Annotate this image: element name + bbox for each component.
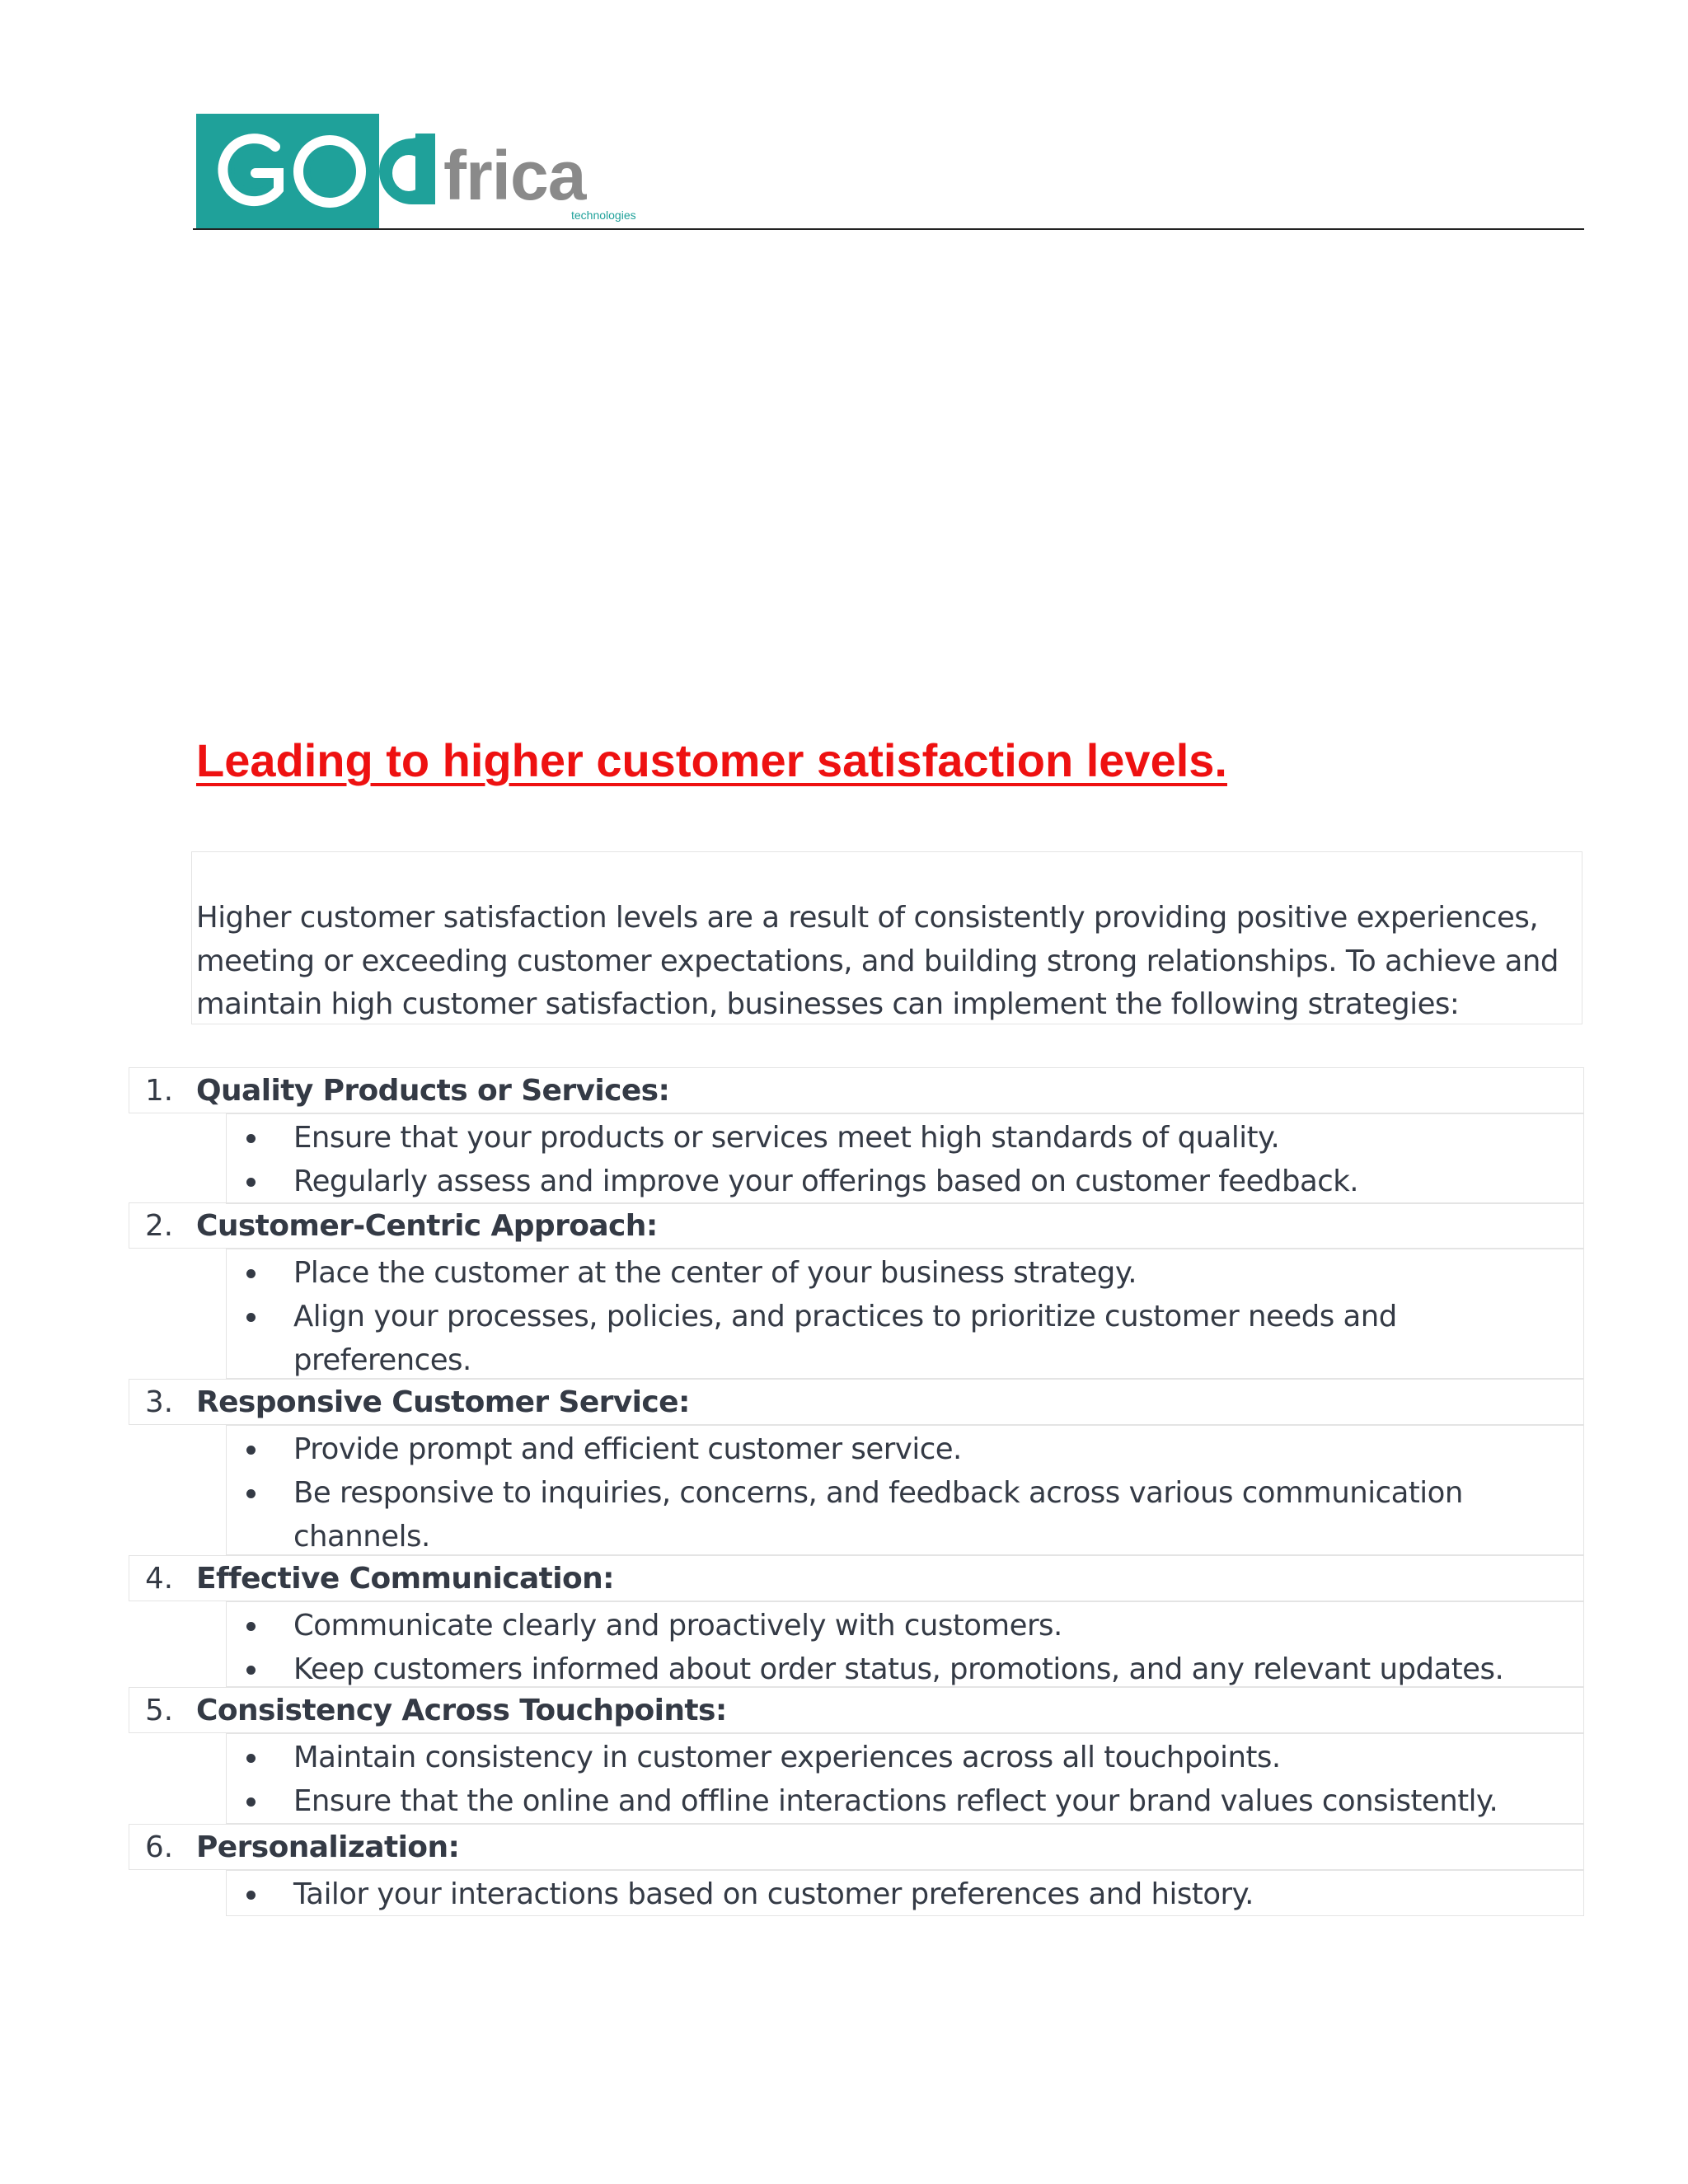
bullet-icon <box>246 1446 256 1455</box>
list-item: Communicate clearly and proactively with customers. <box>293 1609 1062 1643</box>
list-number: 5. <box>145 1694 173 1727</box>
list-item: Ensure that the online and offline interactions reflect your brand values consistently. <box>293 1784 1498 1818</box>
list-item: Tailor your interactions based on customer preferences and history. <box>293 1877 1254 1911</box>
list-item: Keep customers informed about order status, promotions, and any relevant updates. <box>293 1652 1504 1686</box>
list-number: 6. <box>145 1830 173 1864</box>
bullet-icon <box>246 1134 256 1143</box>
list-item: Provide prompt and efficient customer service. <box>293 1432 962 1466</box>
bullet-icon <box>246 1313 256 1322</box>
svg-text:frica: frica <box>443 137 586 214</box>
bullet-icon <box>246 1891 256 1900</box>
strategy-heading: Quality Products or Services: <box>196 1074 670 1108</box>
list-item: Align your processes, policies, and practices to prioritize customer needs and preferences. <box>293 1300 1397 1377</box>
list-number: 1. <box>145 1074 173 1108</box>
page-title: Leading to higher customer satisfaction levels. <box>196 734 1227 786</box>
strategy-heading: Responsive Customer Service: <box>196 1385 690 1419</box>
strategy-heading: Consistency Across Touchpoints: <box>196 1694 727 1727</box>
bullet-icon <box>246 1797 256 1807</box>
bullet-icon <box>246 1178 256 1187</box>
list-number: 2. <box>145 1209 173 1243</box>
svg-text:technologies: technologies <box>571 209 636 222</box>
list-item: Maintain consistency in customer experiences across all touchpoints. <box>293 1741 1281 1774</box>
list-number: 4. <box>145 1562 173 1596</box>
strategy-heading: Personalization: <box>196 1830 460 1864</box>
strategy-heading: Customer-Centric Approach: <box>196 1209 658 1243</box>
strategy-heading: Effective Communication: <box>196 1562 614 1596</box>
bullet-icon <box>246 1754 256 1763</box>
intro-paragraph: Higher customer satisfaction levels are a result of consistently providing positive experiences, meeting or exceeding customer expectations, and building strong relationships. To achieve and maintain high customer satisfaction, businesses can implement the following strategies: <box>196 901 1559 1021</box>
list-number: 3. <box>145 1385 173 1419</box>
bullet-icon <box>246 1269 256 1278</box>
bullet-icon <box>246 1666 256 1675</box>
list-item: Place the customer at the center of your business strategy. <box>293 1256 1137 1290</box>
bullet-icon <box>246 1622 256 1631</box>
list-item: Regularly assess and improve your offerings based on customer feedback. <box>293 1165 1359 1198</box>
bullet-icon <box>246 1489 256 1498</box>
list-item: Ensure that your products or services meet high standards of quality. <box>293 1121 1280 1155</box>
list-item: Be responsive to inquiries, concerns, and feedback across various communication channels. <box>293 1476 1463 1554</box>
